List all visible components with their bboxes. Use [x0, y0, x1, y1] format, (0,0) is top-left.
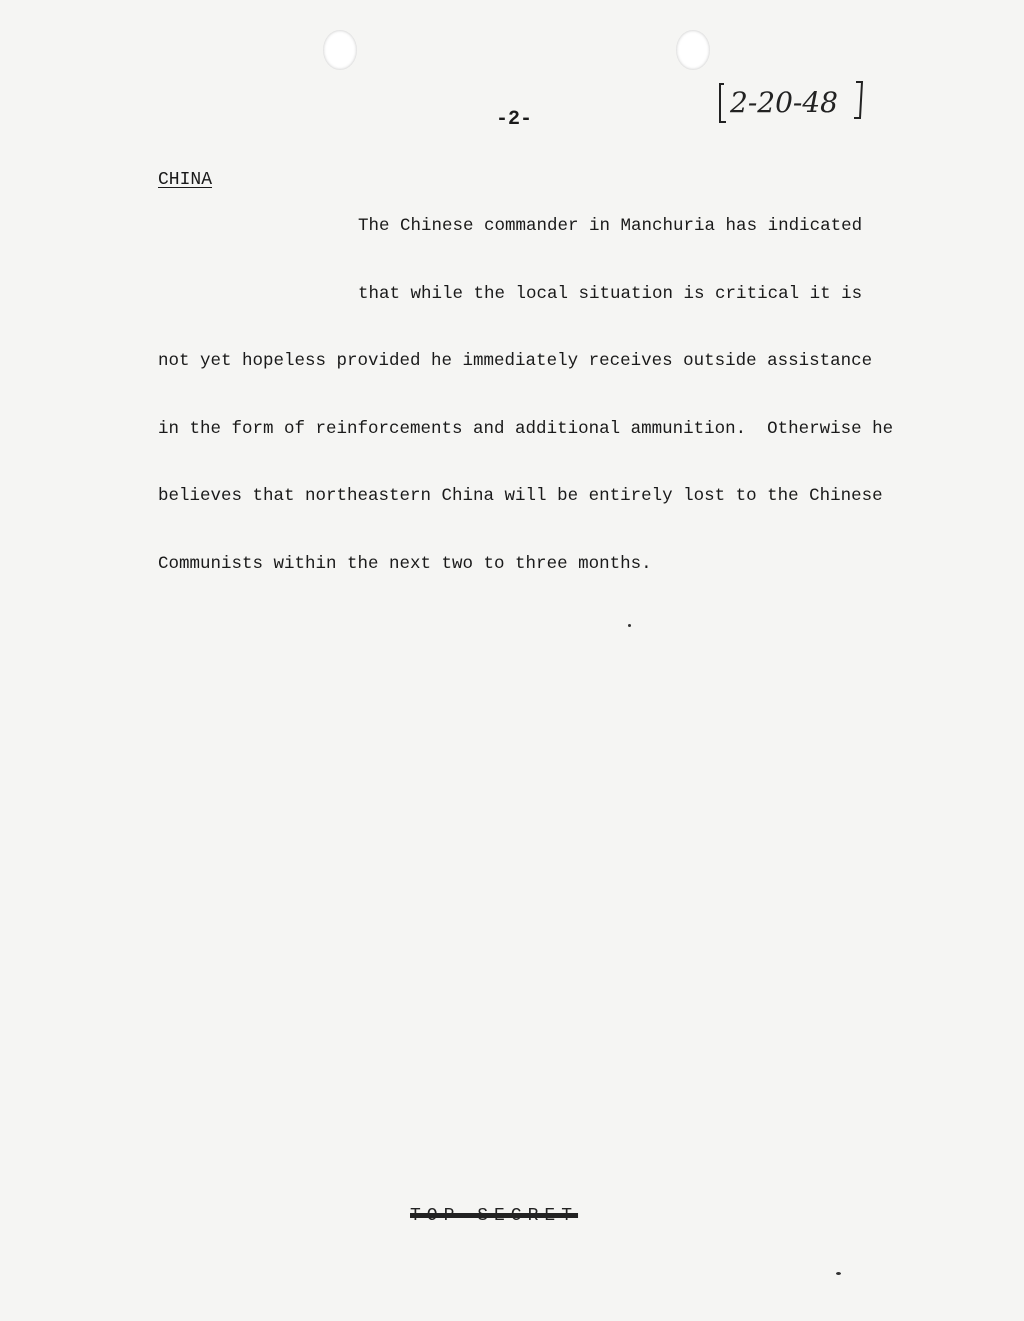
punch-hole-left [323, 30, 357, 70]
classification-mark: TOP SECRET [410, 1206, 579, 1226]
speck [836, 1272, 841, 1275]
page-number: -2- [496, 108, 533, 131]
body-line: believes that northeastern China will be entirely lost to the Chinese [158, 486, 883, 506]
body-line: in the form of reinforcements and additional ammunition. Otherwise he [158, 418, 894, 439]
speck [628, 624, 631, 627]
body-line: that while the local situation is critical it is [358, 283, 863, 304]
section-heading: CHINA [158, 170, 213, 190]
handwritten-date-text: 2-20-48 [730, 86, 838, 119]
body-line: not yet hopeless provided he immediately receives outside assistance [158, 351, 873, 371]
body-line: Communists within the next two to three months. [158, 553, 652, 574]
body-line: The Chinese commander in Manchuria has indicated [358, 216, 863, 236]
handwritten-date [716, 78, 866, 128]
section-body [158, 170, 918, 620]
punch-hole-right [676, 30, 710, 70]
